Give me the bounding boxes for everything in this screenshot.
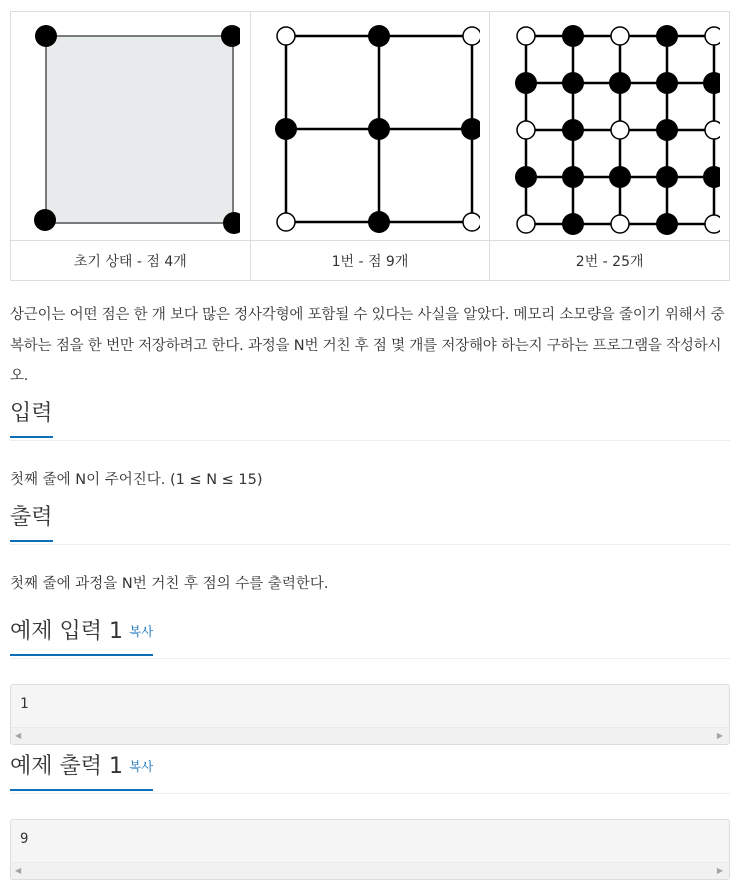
hollow-point (705, 27, 720, 45)
filled-point (368, 25, 390, 47)
hollow-point (705, 215, 720, 233)
sample-output-scrollbar[interactable] (11, 862, 729, 879)
hollow-point (611, 121, 629, 139)
input-title: 입력 (10, 399, 53, 438)
input-text: 첫째 줄에 N이 주어진다. (1 ≤ N ≤ 15) (10, 472, 263, 488)
sample-input-heading (10, 617, 730, 659)
initial-square-figure (20, 15, 240, 237)
filled-point (562, 119, 584, 141)
output-text: 첫째 줄에 과정을 N번 거친 후 점의 수를 출력한다. (10, 576, 329, 592)
step2-grid-figure (500, 15, 720, 237)
figure-cell-step1 (250, 12, 490, 241)
filled-point (656, 166, 678, 188)
filled-point (656, 119, 678, 141)
scroll-left-icon[interactable]: ◀ (15, 866, 22, 875)
hollow-point (277, 27, 295, 45)
hollow-point (463, 213, 480, 231)
sample-input-value: 1 (20, 696, 29, 712)
filled-point (703, 166, 720, 188)
filled-point (562, 25, 584, 47)
scroll-right-icon[interactable]: ▶ (716, 731, 723, 740)
figure-cell-initial (11, 12, 251, 241)
hollow-point (517, 215, 535, 233)
filled-point (609, 72, 631, 94)
filled-point (656, 25, 678, 47)
filled-point (275, 118, 297, 140)
scroll-left-icon[interactable]: ◀ (15, 731, 22, 740)
output-title: 출력 (10, 503, 53, 542)
output-heading (10, 503, 730, 545)
hollow-point (277, 213, 295, 231)
filled-point (368, 118, 390, 140)
hollow-point (611, 215, 629, 233)
problem-description: 상근이는 어떤 점은 한 개 보다 많은 정사각형에 포함될 수 있다는 사실을 알았다. 메모리 소모량을 줄이기 위해서 중복하는 점을 한 번만 저장하려고 한다. 과정을 N번 거친 후 점 몇 개를 저장해야 하는지 구하는 프로그램을 작성하시오. (10, 307, 725, 384)
sample-input-title (10, 617, 153, 656)
filled-point (368, 211, 390, 233)
caption-initial: 초기 상태 - 점 4개 (11, 241, 251, 281)
sample-output-box (10, 819, 730, 880)
filled-point (515, 166, 537, 188)
sample-output-title (10, 752, 153, 791)
filled-point (461, 118, 480, 140)
copy-input-button[interactable]: 복사 (129, 624, 154, 639)
scroll-right-icon[interactable]: ▶ (716, 866, 723, 875)
filled-point (656, 213, 678, 235)
filled-point (656, 72, 678, 94)
sample-input-scrollbar[interactable] (11, 727, 729, 744)
filled-point (562, 213, 584, 235)
figure-table (10, 11, 730, 281)
filled-point (515, 72, 537, 94)
caption-step2: 2번 - 25개 (490, 241, 730, 281)
hollow-point (463, 27, 480, 45)
sample-output-title-text: 예제 출력 1 (10, 754, 123, 779)
figure-cell-step2 (490, 12, 730, 241)
hollow-point (611, 27, 629, 45)
filled-point (562, 166, 584, 188)
sample-output-heading (10, 752, 730, 794)
step1-grid-figure (260, 15, 480, 237)
sample-input-title-text: 예제 입력 1 (10, 619, 123, 644)
filled-point (562, 72, 584, 94)
filled-point (703, 72, 720, 94)
sample-input-box (10, 684, 730, 745)
sample-output-value: 9 (20, 831, 29, 847)
filled-point (609, 166, 631, 188)
input-heading (10, 399, 730, 441)
hollow-point (517, 121, 535, 139)
hollow-point (705, 121, 720, 139)
hollow-point (517, 27, 535, 45)
caption-step1: 1번 - 점 9개 (250, 241, 490, 281)
copy-output-button[interactable]: 복사 (129, 759, 154, 774)
